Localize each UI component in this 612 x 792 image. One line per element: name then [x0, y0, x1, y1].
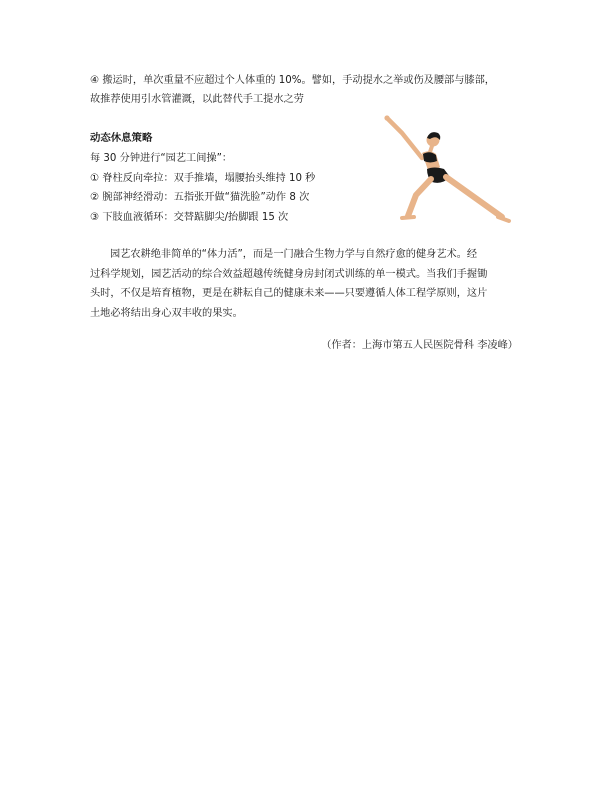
- author-credit: （作者：上海市第五人民医院骨科 李凌峰）: [321, 340, 518, 351]
- section-heading: 动态休息策略: [90, 132, 153, 144]
- list-item: ② 腕部神经滑动：五指张开做“猫洗脸”动作 8 次: [90, 192, 310, 203]
- closing-line-1: 园艺农耕绝非简单的“体力活”，而是一门融合生物力学与自然疗愈的健身艺术。经: [110, 249, 478, 260]
- yoga-pose-illustration: [378, 113, 516, 225]
- closing-line-3: 头时，不仅是培育植物，更是在耕耘自己的健康未来——只要遵循人体工程学原则，这片: [90, 288, 488, 299]
- closing-line-2: 过科学规划，园艺活动的综合效益超越传统健身房封闭式训练的单一模式。当我们手握锄: [90, 268, 488, 280]
- intro-paragraph: [90, 71, 495, 109]
- closing-paragraph: [90, 245, 530, 323]
- list-subtitle: 每 30 分钟进行“园艺工间操”：: [90, 153, 233, 164]
- closing-line-4: 土地必将结出身心双丰收的果实。: [90, 307, 243, 319]
- list-item: ① 脊柱反向牵拉：双手推墙，塌腰抬头维持 10 秒: [90, 172, 316, 184]
- intro-line-1: ④ 搬运时，单次重量不应超过个人体重的 10%。譬如，手动提水之举或伤及腰部与膝部，: [90, 75, 495, 86]
- exercise-list: [90, 149, 315, 227]
- intro-line-2: 故推荐使用引水管灌溉，以此替代手工提水之劳: [90, 94, 304, 105]
- list-item: ③ 下肢血液循环：交替踮脚尖/抬脚跟 15 次: [90, 211, 289, 223]
